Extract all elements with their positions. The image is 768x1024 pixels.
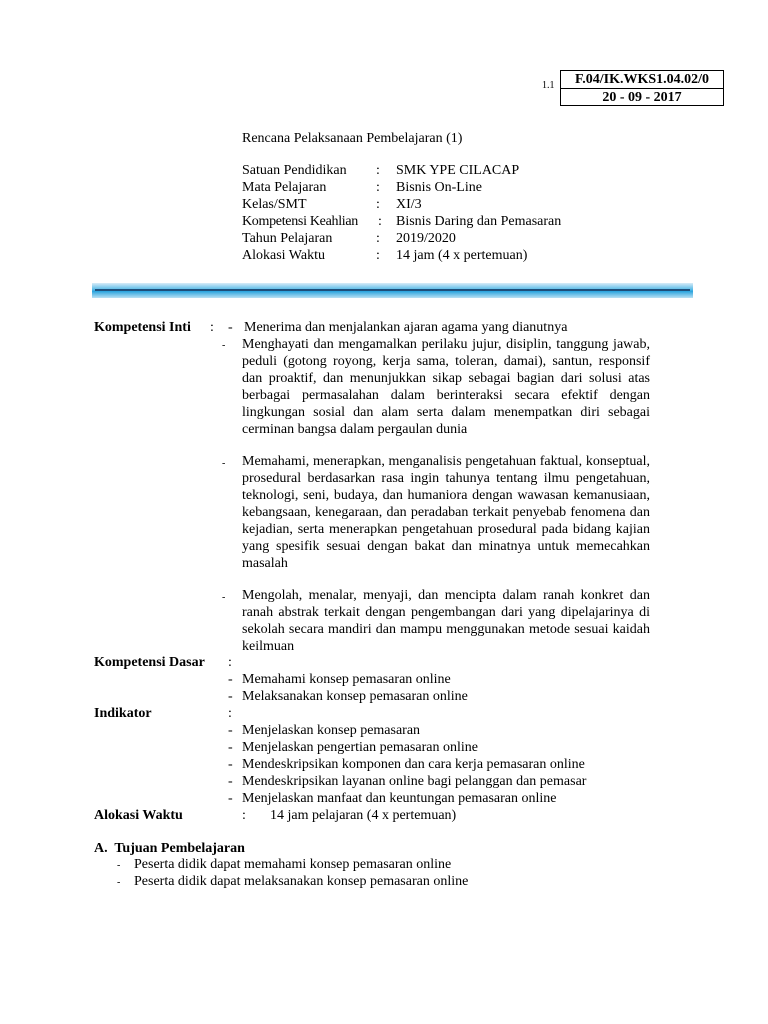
- kompetensi-inti-item: Menerima dan menjalankan ajaran agama yang dianutnya: [244, 320, 568, 335]
- kompetensi-inti-item: Memahami, menerapkan, menganalisis pengetahuan faktual, konseptual, prosedural berdasarkan rasa ingin tahunya tentang ilmu pengetahuan, teknologi, seni, budaya, dan humaniora dengan wawasan kemanusiaan, kebangsaan, kenegaraan, dan peradaban terkait penyebab fenomena dan kejadian, serta menerapkan pengetahuan prosedural pada bidang kajian yang spesifik sesuai dengan bakat dan minatnya untuk memecahkan masalah: [242, 454, 650, 571]
- identity-label: Kelas/SMT: [242, 197, 307, 212]
- kompetensi-inti-colon: :: [210, 320, 214, 335]
- page-title: Rencana Pelaksanaan Pembelajaran (1): [242, 131, 463, 146]
- identity-value: Bisnis On-Line: [396, 180, 482, 195]
- list-bullet: -: [228, 791, 233, 806]
- list-bullet: -: [228, 723, 233, 738]
- identity-label: Mata Pelajaran: [242, 180, 327, 195]
- indikator-item: Menjelaskan manfaat dan keuntungan pemasaran online: [242, 791, 557, 806]
- revision-number: 1.1: [542, 80, 555, 91]
- identity-value: 14 jam (4 x pertemuan): [396, 248, 528, 263]
- identity-label: Alokasi Waktu: [242, 248, 325, 263]
- divider-line: [95, 289, 690, 291]
- identity-colon: :: [376, 231, 380, 246]
- kompetensi-dasar-item: Memahami konsep pemasaran online: [242, 672, 451, 687]
- identity-value: Bisnis Daring dan Pemasaran: [396, 214, 562, 229]
- list-bullet: -: [117, 860, 121, 871]
- identity-colon: :: [378, 214, 382, 229]
- list-bullet: -: [228, 320, 233, 335]
- identity-colon: :: [376, 163, 380, 178]
- indikator-item: Menjelaskan konsep pemasaran: [242, 723, 421, 738]
- indikator-item: Mendeskripsikan komponen dan cara kerja pemasaran online: [242, 757, 585, 772]
- tujuan-heading: A. Tujuan Pembelajaran: [94, 841, 245, 856]
- list-bullet: -: [228, 689, 233, 704]
- identity-value: SMK YPE CILACAP: [396, 163, 520, 178]
- kompetensi-inti-item: Menghayati dan mengamalkan perilaku jujur, disiplin, tanggung jawab, peduli (gotong royong, kerja sama, toleran, damai), santun, responsif dan proaktif, dan menunjukkan sikap sebagai bagian dari solusi atas berbagai permasalahan dalam berinteraksi secara efektif dengan lingkungan sosial dan alam serta dalam menempatkan diri sebagai cerminan bangsa dalam pergaulan dunia: [242, 337, 650, 437]
- alokasi-waktu-colon: :: [242, 808, 246, 823]
- identity-value: XI/3: [396, 197, 422, 212]
- list-bullet: -: [222, 592, 226, 603]
- identity-colon: :: [376, 197, 380, 212]
- identity-colon: :: [376, 248, 380, 263]
- list-bullet: -: [222, 458, 226, 469]
- kompetensi-inti-item: Mengolah, menalar, menyaji, dan mencipta dalam ranah konkret dan ranah abstrak terkait dengan pengembangan dari yang dipelajarinya di sekolah secara mandiri dan mampu menggunakan metode sesuai kaidah keilmuan: [242, 588, 650, 654]
- identity-label: Tahun Pelajaran: [242, 231, 333, 246]
- identity-colon: :: [376, 180, 380, 195]
- alokasi-waktu-value: 14 jam pelajaran (4 x pertemuan): [270, 808, 457, 823]
- kompetensi-inti-label: Kompetensi Inti: [94, 320, 191, 335]
- tujuan-item: Peserta didik dapat melaksanakan konsep pemasaran online: [134, 874, 469, 889]
- indikator-item: Mendeskripsikan layanan online bagi pelanggan dan pemasar: [242, 774, 587, 789]
- identity-value: 2019/2020: [396, 231, 456, 246]
- list-bullet: -: [222, 340, 226, 351]
- list-bullet: -: [228, 740, 233, 755]
- list-bullet: -: [117, 877, 121, 888]
- list-bullet: -: [228, 774, 233, 789]
- indikator-item: Menjelaskan pengertian pemasaran online: [242, 740, 478, 755]
- document-code: F.04/IK.WKS1.04.02/0: [574, 72, 710, 87]
- indikator-label: Indikator: [94, 706, 152, 721]
- list-bullet: -: [228, 672, 233, 687]
- alokasi-waktu-label: Alokasi Waktu: [94, 808, 183, 823]
- list-bullet: -: [228, 757, 233, 772]
- kompetensi-dasar-item: Melaksanakan konsep pemasaran online: [242, 689, 468, 704]
- tujuan-item: Peserta didik dapat memahami konsep pemasaran online: [134, 857, 452, 872]
- kompetensi-dasar-colon: :: [228, 655, 232, 670]
- indikator-colon: :: [228, 706, 232, 721]
- document-date: 20 - 09 - 2017: [561, 88, 723, 106]
- document-code-box: [560, 70, 724, 106]
- identity-label: Satuan Pendidikan: [242, 163, 347, 178]
- identity-label: Kompetensi Keahlian: [242, 214, 358, 229]
- kompetensi-dasar-label: Kompetensi Dasar: [94, 655, 205, 670]
